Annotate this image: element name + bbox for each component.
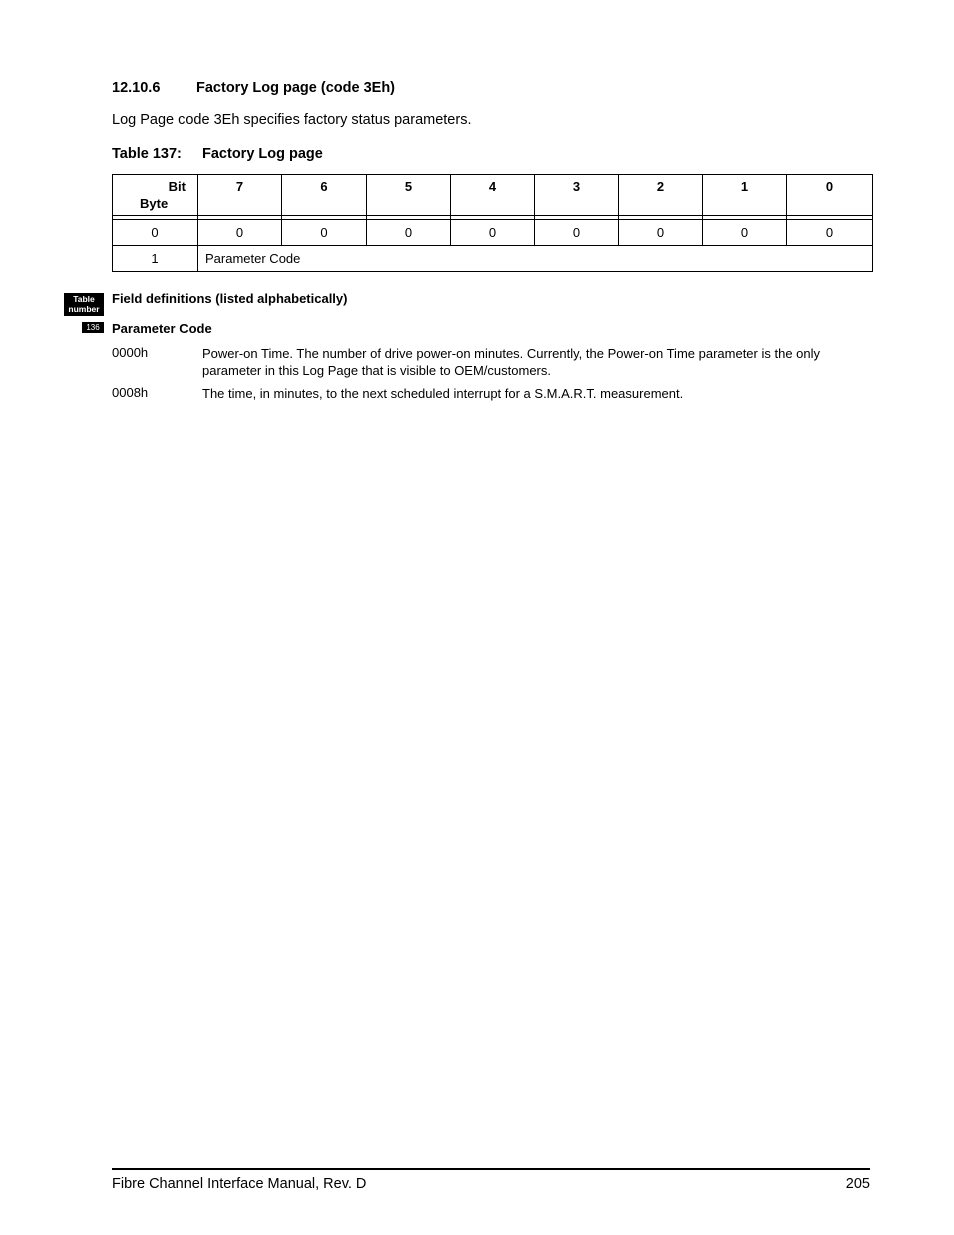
- bit-column-header: 3: [535, 175, 619, 216]
- bit-cell: 0: [703, 220, 787, 246]
- table-number-tag-line2: number: [68, 304, 100, 314]
- table-caption-number: Table 137:: [112, 146, 182, 162]
- section-heading: [112, 80, 395, 96]
- table-caption-title: Factory Log page: [202, 146, 323, 162]
- bit-column-header: 6: [282, 175, 367, 216]
- table-number-tag-line1: Table: [73, 294, 95, 304]
- bit-cell: 0: [451, 220, 535, 246]
- table-row: [113, 220, 873, 246]
- table-number-tag: [64, 293, 104, 316]
- section-number: 12.10.6: [112, 80, 161, 96]
- bit-cell: 0: [787, 220, 873, 246]
- bit-column-header: 1: [703, 175, 787, 216]
- byte-cell: 1: [113, 246, 198, 272]
- footer-title: Fibre Channel Interface Manual, Rev. D: [112, 1176, 367, 1192]
- bit-column-header: 0: [787, 175, 873, 216]
- field-definitions-heading: Field definitions (listed alphabetically): [112, 291, 348, 306]
- bit-column-header: 4: [451, 175, 535, 216]
- bit-cell: 0: [535, 220, 619, 246]
- bit-cell: 0: [367, 220, 451, 246]
- table-row: [113, 246, 873, 272]
- footer-rule: [112, 1168, 870, 1170]
- byte-label: Byte: [140, 196, 169, 211]
- definition-code: 0000h: [112, 345, 149, 360]
- bit-column-header: 5: [367, 175, 451, 216]
- definition-text: Power-on Time. The number of drive power-on minutes. Currently, the Power-on Time parameter is the only parameter in this Log Page that is visible to OEM/customers.: [202, 346, 821, 378]
- bit-label: Bit: [168, 179, 186, 194]
- definition-text: The time, in minutes, to the next scheduled interrupt for a S.M.A.R.T. measurement.: [202, 386, 684, 401]
- definition-code: 0008h: [112, 385, 149, 400]
- bit-cell: 0: [619, 220, 703, 246]
- bit-column-header: 7: [198, 175, 282, 216]
- bit-byte-header: [113, 175, 198, 216]
- byte-cell: 0: [113, 220, 198, 246]
- page-number: 205: [845, 1176, 870, 1192]
- bit-column-header: 2: [619, 175, 703, 216]
- bit-cell: 0: [282, 220, 367, 246]
- table-caption: [112, 146, 323, 162]
- intro-paragraph: Log Page code 3Eh specifies factory status parameters.: [112, 112, 472, 128]
- table-header-row: [113, 175, 873, 216]
- parameter-code-cell: Parameter Code: [198, 246, 873, 272]
- table-number-value-tag: 136: [82, 322, 104, 333]
- section-title: Factory Log page (code 3Eh): [196, 80, 395, 96]
- factory-log-table: [112, 174, 873, 272]
- bit-cell: 0: [198, 220, 282, 246]
- parameter-code-title: Parameter Code: [112, 321, 212, 336]
